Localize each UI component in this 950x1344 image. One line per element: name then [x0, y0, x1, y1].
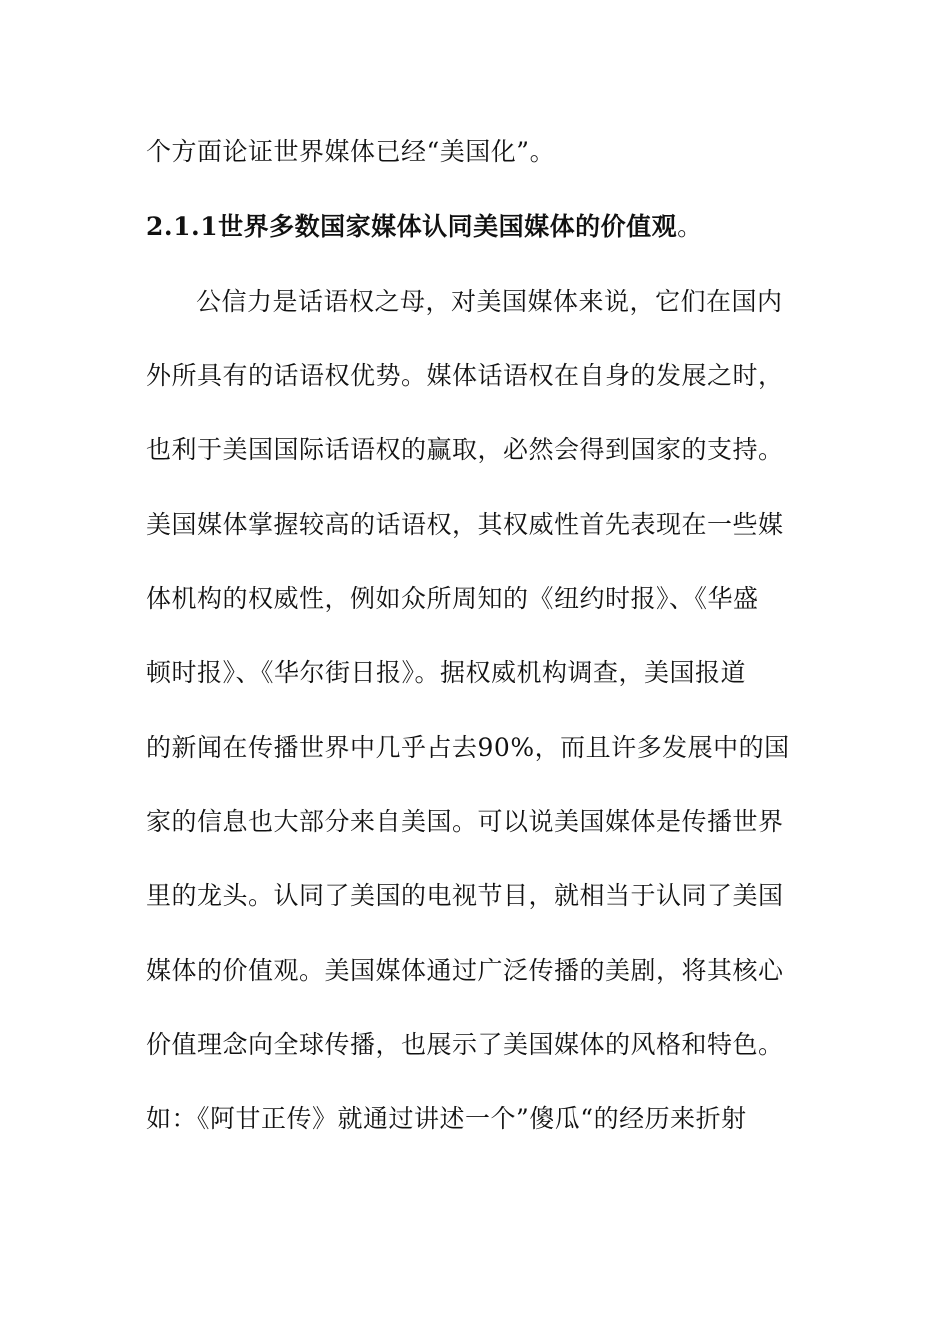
paragraph-line: 顿时报》、《华尔街日报》。据权威机构调查，美国报道 — [146, 658, 747, 687]
paragraph-line: 公信力是话语权之母，对美国媒体来说，它们在国内 — [196, 287, 783, 316]
paragraph-line: 家的信息也大部分来自美国。可以说美国媒体是传播世界 — [146, 807, 784, 836]
paragraph-line: 外所具有的话语权优势。媒体话语权在自身的发展之时， — [146, 361, 784, 390]
paragraph-line: 体机构的权威性，例如众所周知的《纽约时报》、《华盛 — [146, 584, 759, 613]
section-heading-text: 2.1.1世界多数国家媒体认同美国媒体的价值观 — [146, 212, 678, 241]
paragraph-line: 媒体的价值观。美国媒体通过广泛传播的美剧，将其核心 — [146, 956, 784, 985]
paragraph-line: 也利于美国国际话语权的赢取，必然会得到国家的支持。 — [146, 435, 784, 464]
paragraph-line: 的新闻在传播世界中几乎占去90%，而且许多发展中的国 — [146, 733, 790, 762]
section-heading-punctuation: 。 — [677, 212, 703, 241]
paragraph-line: 里的龙头。认同了美国的电视节目，就相当于认同了美国 — [146, 881, 784, 910]
paragraph-line: 如：《阿甘正传》就通过讲述一个”傻瓜“的经历来折射 — [146, 1104, 747, 1133]
paragraph-line: 美国媒体掌握较高的话语权，其权威性首先表现在一些媒 — [146, 510, 784, 539]
continuation-line: 个方面论证世界媒体已经“美国化”。 — [146, 137, 556, 166]
paragraph-line: 价值理念向全球传播，也展示了美国媒体的风格和特色。 — [146, 1030, 784, 1059]
section-heading — [146, 207, 816, 247]
